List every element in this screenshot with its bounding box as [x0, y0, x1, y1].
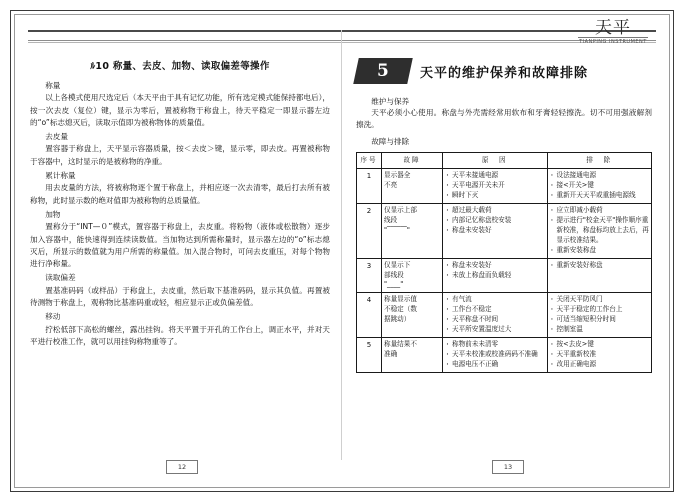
row-reason: [443, 169, 548, 204]
page-gutter-divider: [341, 30, 342, 460]
section-paragraph: 置基准码码（或样品）于称盘上，去皮重，然后取下基准码码，显示其负值。再置被待测物于称盘上，观称物比基准码重或轻，相应显示正或负偏差值。: [30, 285, 330, 308]
section-heading: 去皮量: [45, 132, 68, 142]
column-header-fault: 故障: [382, 152, 443, 169]
fix-item: · 接<开关>键: [550, 181, 650, 191]
row-reason: [443, 258, 548, 293]
column-header-reason: 原 因: [443, 152, 548, 169]
reason-item: · 有气流: [445, 295, 545, 305]
row-fix: [547, 337, 652, 372]
row-reason: [443, 293, 548, 338]
row-fault: [382, 169, 443, 204]
logo-subtitle: TIANPING INSTRUMENT: [579, 39, 647, 45]
table-row: [357, 337, 652, 372]
fault-line: 称量结果不: [384, 339, 417, 348]
reason-item: · 天平称盘不时间: [445, 315, 545, 325]
row-number: 3: [357, 258, 382, 293]
row-fault: [382, 258, 443, 293]
table-row: [357, 169, 652, 204]
header-rule: [28, 30, 656, 41]
brand-logo: [578, 20, 648, 50]
reason-item: · 天平未接通电源: [445, 171, 545, 181]
fault-line: 部线段: [384, 270, 404, 279]
column-header-no: 序号: [357, 152, 382, 169]
table-row: [357, 204, 652, 258]
reason-item: · 电源电压不正确: [445, 360, 545, 370]
chapter-number: 5: [377, 61, 389, 81]
table-row: [357, 258, 652, 293]
reason-item: · 天平未校准或校准码码不准确: [445, 350, 545, 360]
page-number-left: 12: [166, 460, 198, 474]
fix-item: · 可适当缩短积分时间: [550, 315, 650, 325]
table-row: [357, 293, 652, 338]
fault-table-heading: 故障与排除: [371, 136, 410, 146]
reason-item: · 瞬时下灭: [445, 191, 545, 201]
header-rule-secondary: [28, 42, 656, 43]
fault-line: 仅显示上部: [384, 206, 417, 215]
reason-item: · 称物前未未清零: [445, 340, 545, 350]
fix-item: · 提示进行"校金天平"操作顺序重新校准，称盘标均放上去后，再显示校准结果。: [550, 216, 650, 246]
fix-item: · 重新安装好称盘: [550, 261, 650, 271]
fault-line: 准确: [384, 349, 398, 358]
row-fix: [547, 258, 652, 293]
page-number-right: 13: [492, 460, 524, 474]
section-paragraph: 置称分于“INT—０”模式，置容器于称盘上，去皮重。将粉物（液体或松散物）逐步加入容器中，能快速得到连续读数值。当加物达到所需称量时，显示器左边的“o”标志熄灭后，所显示的数值就为用户所需的称量值。加入混合物时，可问去皮重压，对每个物物进行净称量。: [30, 222, 330, 269]
row-number: 2: [357, 204, 382, 258]
chapter-number-badge: [353, 58, 413, 84]
logo-mark: 天平: [595, 18, 631, 38]
fix-item: · 改用正确电源: [550, 360, 650, 370]
section-heading: 加物: [45, 209, 61, 219]
fix-item: · 应立即减小载荷: [550, 206, 650, 216]
row-number: 5: [357, 337, 382, 372]
section-paragraph: 置容器于称盘上，天平显示容器质量，按＜去皮＞键，显示零，即去皮。再置被称物于容器中，这时显示的是被称物的净重。: [30, 144, 330, 166]
fix-item: · 设法接通电源: [550, 171, 650, 181]
row-number: 4: [357, 293, 382, 338]
fault-line: 线段: [384, 216, 398, 225]
fault-line: 显示器全: [384, 171, 411, 180]
left-page-body: [30, 80, 330, 348]
fault-table: [356, 152, 652, 373]
fix-item: · 重新安装称盘: [550, 246, 650, 256]
section-paragraph: 用去皮量的方法，将被称物逐个置于称盘上，并相应逐一次去清零，最后打去所有被称物，此时显示数的绝对值即为被称物的总质量值。: [30, 183, 330, 205]
table-header-row: [357, 152, 652, 169]
fault-line: 不亮: [384, 181, 398, 190]
reason-item: · 内部记忆称盘校安装: [445, 216, 545, 226]
chapter-title: 天平的维护保养和故障排除: [420, 65, 589, 81]
section-paragraph: 天平必须小心使用。称盘与外壳需经常用软布和牙膏轻轻擦洗。切不可用强液解剂擦洗。: [356, 108, 652, 130]
section-heading: 移动: [45, 312, 61, 322]
reason-item: · 天平电源开关未开: [445, 181, 545, 191]
column-header-fix: 排 除: [547, 152, 652, 169]
section-heading: 累计称量: [45, 171, 76, 181]
reason-item: · 称盘未安装好: [445, 261, 545, 271]
fix-item: · 控制室温: [550, 325, 650, 335]
row-fix: [547, 293, 652, 338]
fix-item: · 按<去皮>键: [550, 340, 650, 350]
row-reason: [443, 337, 548, 372]
fault-line: "‾‾‾‾‾‾": [384, 225, 410, 234]
reason-item: · 未放上称盘而负载轻: [445, 271, 545, 281]
fault-line: 据跳动）: [384, 315, 411, 324]
chapter-header: [356, 58, 652, 84]
fault-line: 称量显示值: [384, 295, 417, 304]
page-title: ﾙ10 称量、去皮、加物、读取偏差等操作: [90, 61, 270, 72]
row-fix: [547, 204, 652, 258]
reason-item: · 工作台不稳定: [445, 305, 545, 315]
row-fault: [382, 337, 443, 372]
fix-item: · 天平重新校准: [550, 350, 650, 360]
reason-item: · 称盘未安装好: [445, 226, 545, 236]
fault-line: 不稳定（数: [384, 305, 417, 314]
fix-item: · 重新开天天平或重插电源线: [550, 191, 650, 201]
row-reason: [443, 204, 548, 258]
fault-line: 仅显示下: [384, 260, 411, 269]
left-page-content: [30, 58, 330, 458]
row-number: 1: [357, 169, 382, 204]
row-fix: [547, 169, 652, 204]
section-paragraph: 拧松低部下高松的螺丝，露出挂钩。将天平置于开孔的工作台上，调正水平，并对天平进行校准工作，就可以用挂钩称物重等了。: [30, 324, 330, 346]
fix-item: · 天平于稳定的工作台上: [550, 305, 650, 315]
fix-item: · 关闭天平防风门: [550, 295, 650, 305]
reason-item: · 天平所安置温度过大: [445, 325, 545, 335]
section-heading: 称量: [45, 81, 61, 90]
section-heading: 维护与保养: [371, 97, 410, 106]
section-paragraph: 以上各模式使用尺选定后（本天平由于具有记忆功能，所有选定模式能保持都电后），按一次去皮（复位）键，显示为零后，置被称物于称盘上，待天平稳定一即显示器左边的“o”标志熄灭后，读取示值即为被称物体的质量值。: [30, 93, 330, 127]
right-page-content: [356, 58, 652, 458]
row-fault: [382, 293, 443, 338]
row-fault: [382, 204, 443, 258]
fault-line: "____": [384, 280, 404, 289]
reason-item: · 超过最大载荷: [445, 206, 545, 216]
section-heading: 读取偏差: [45, 273, 76, 283]
